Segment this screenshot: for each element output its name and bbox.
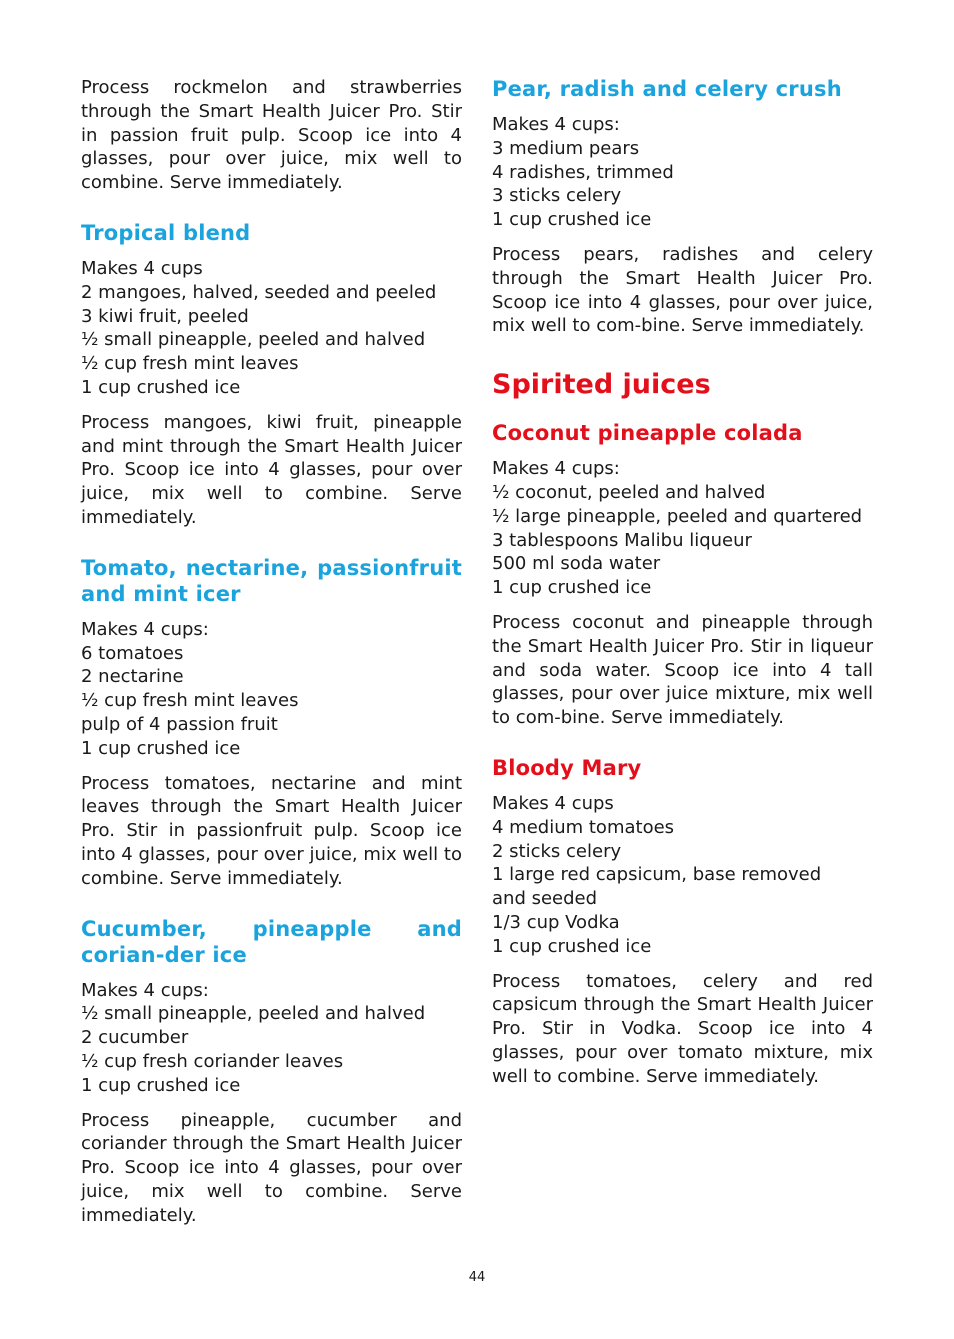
ingredient-line: ½ small pineapple, peeled and halved xyxy=(81,329,426,351)
ingredient-line: Makes 4 cups xyxy=(81,257,203,279)
recipe-method: Process tomatoes, celery and red capsicum through the Smart Health Juicer Pro. Stir in Vodka. Scoop ice into 4 glasses, pour over tomato mixture, mix well to combine. Serve immediately. xyxy=(492,970,873,1087)
ingredient-line: 2 nectarine xyxy=(81,666,184,688)
ingredient-list xyxy=(492,792,873,959)
ingredient-line: ½ cup fresh mint leaves xyxy=(81,353,299,375)
recipe-method: Process pineapple, cucumber and coriander through the Smart Health Juicer Pro. Scoop ice into 4 glasses, pour over juice, mix well to combine. Serve immediately. xyxy=(81,1109,462,1226)
ingredient-list xyxy=(492,113,873,232)
recipe-method: Process tomatoes, nectarine and mint leaves through the Smart Health Juicer Pro. Stir in passionfruit pulp. Scoop ice into 4 glasses, pour over juice, mix well to combine. Serve immediately. xyxy=(81,772,462,889)
ingredient-list xyxy=(492,457,873,600)
ingredient-line: ½ small pineapple, peeled and halved xyxy=(81,1003,426,1025)
ingredient-line: 3 kiwi fruit, peeled xyxy=(81,305,249,327)
ingredient-line: 6 tomatoes xyxy=(81,642,184,664)
ingredient-line: ½ large pineapple, peeled and quartered xyxy=(492,505,863,527)
ingredient-line: 3 tablespoons Malibu liqueur xyxy=(492,529,752,551)
recipe-method: Process mangoes, kiwi fruit, pineapple and mint through the Smart Health Juicer Pro. Scoop ice into 4 glasses, pour over juice, mix well to combine. Serve immediately. xyxy=(81,411,462,528)
ingredient-line: 2 sticks celery xyxy=(492,840,622,862)
ingredient-line: 1 large red capsicum, base removed xyxy=(492,864,822,886)
ingredient-list xyxy=(81,618,462,761)
ingredient-line: and seeded xyxy=(492,888,598,910)
ingredient-line: 4 medium tomatoes xyxy=(492,816,675,838)
ingredient-line: 1 cup crushed ice xyxy=(81,376,241,398)
recipe-title-pear-crush: Pear, radish and celery crush xyxy=(492,77,842,101)
ingredient-line: Makes 4 cups xyxy=(492,792,614,814)
intro-method: Process rockmelon and strawberries through the Smart Health Juicer Pro. Stir in passion fruit pulp. Scoop ice into 4 glasses, pour over juice, mix well to combine. Serve immediately. xyxy=(81,77,462,194)
ingredient-line: 1 cup crushed ice xyxy=(492,209,652,231)
ingredient-line: ½ coconut, peeled and halved xyxy=(492,481,766,503)
ingredient-list xyxy=(81,979,462,1098)
ingredient-line: 3 medium pears xyxy=(492,137,640,159)
recipe-title-bloody-mary: Bloody Mary xyxy=(492,755,642,780)
recipe-title-tropical-blend: Tropical blend xyxy=(81,220,251,245)
ingredient-list xyxy=(81,257,462,400)
ingredient-line: 1 cup crushed ice xyxy=(81,1074,241,1096)
recipe-title-coconut-colada: Coconut pineapple colada xyxy=(492,421,803,446)
ingredient-line: 2 mangoes, halved, seeded and peeled xyxy=(81,281,437,303)
recipe-method: Process pears, radishes and celery through the Smart Health Juicer Pro. Scoop ice into 4 glasses, pour over juice, mix well to com-bine. Serve immediately. xyxy=(492,243,873,337)
recipe-method: Process coconut and pineapple through the Smart Health Juicer Pro. Stir in liqueur and soda water. Scoop ice into 4 tall glasses, pour over juice mixture, mix well to com-bine. Serve immediately. xyxy=(492,611,873,729)
ingredient-line: 3 sticks celery xyxy=(492,185,622,207)
ingredient-line: ½ cup fresh coriander leaves xyxy=(81,1050,344,1072)
recipe-title-tomato-icer: Tomato, nectarine, passionfruit and mint icer xyxy=(81,555,462,606)
ingredient-line: 1 cup crushed ice xyxy=(492,935,652,957)
ingredient-line: 2 cucumber xyxy=(81,1027,189,1049)
right-column xyxy=(492,76,873,1089)
ingredient-line: Makes 4 cups: xyxy=(81,618,209,640)
ingredient-line: 1 cup crushed ice xyxy=(492,577,652,599)
ingredient-line: ½ cup fresh mint leaves xyxy=(81,690,299,712)
recipe-title-cucumber-ice: Cucumber, pineapple and corian-der ice xyxy=(81,916,462,967)
ingredient-line: pulp of 4 passion fruit xyxy=(81,713,278,735)
ingredient-line: 1 cup crushed ice xyxy=(81,737,241,759)
ingredient-line: 4 radishes, trimmed xyxy=(492,161,674,183)
left-column xyxy=(81,76,462,1227)
section-title-spirited-juices: Spirited juices xyxy=(492,369,711,401)
ingredient-line: Makes 4 cups: xyxy=(81,979,209,1001)
ingredient-line: 500 ml soda water xyxy=(492,553,661,575)
page-number: 44 xyxy=(468,1270,486,1285)
ingredient-line: Makes 4 cups: xyxy=(492,114,620,135)
ingredient-line: 1/3 cup Vodka xyxy=(492,911,620,933)
ingredient-line: Makes 4 cups: xyxy=(492,458,620,480)
